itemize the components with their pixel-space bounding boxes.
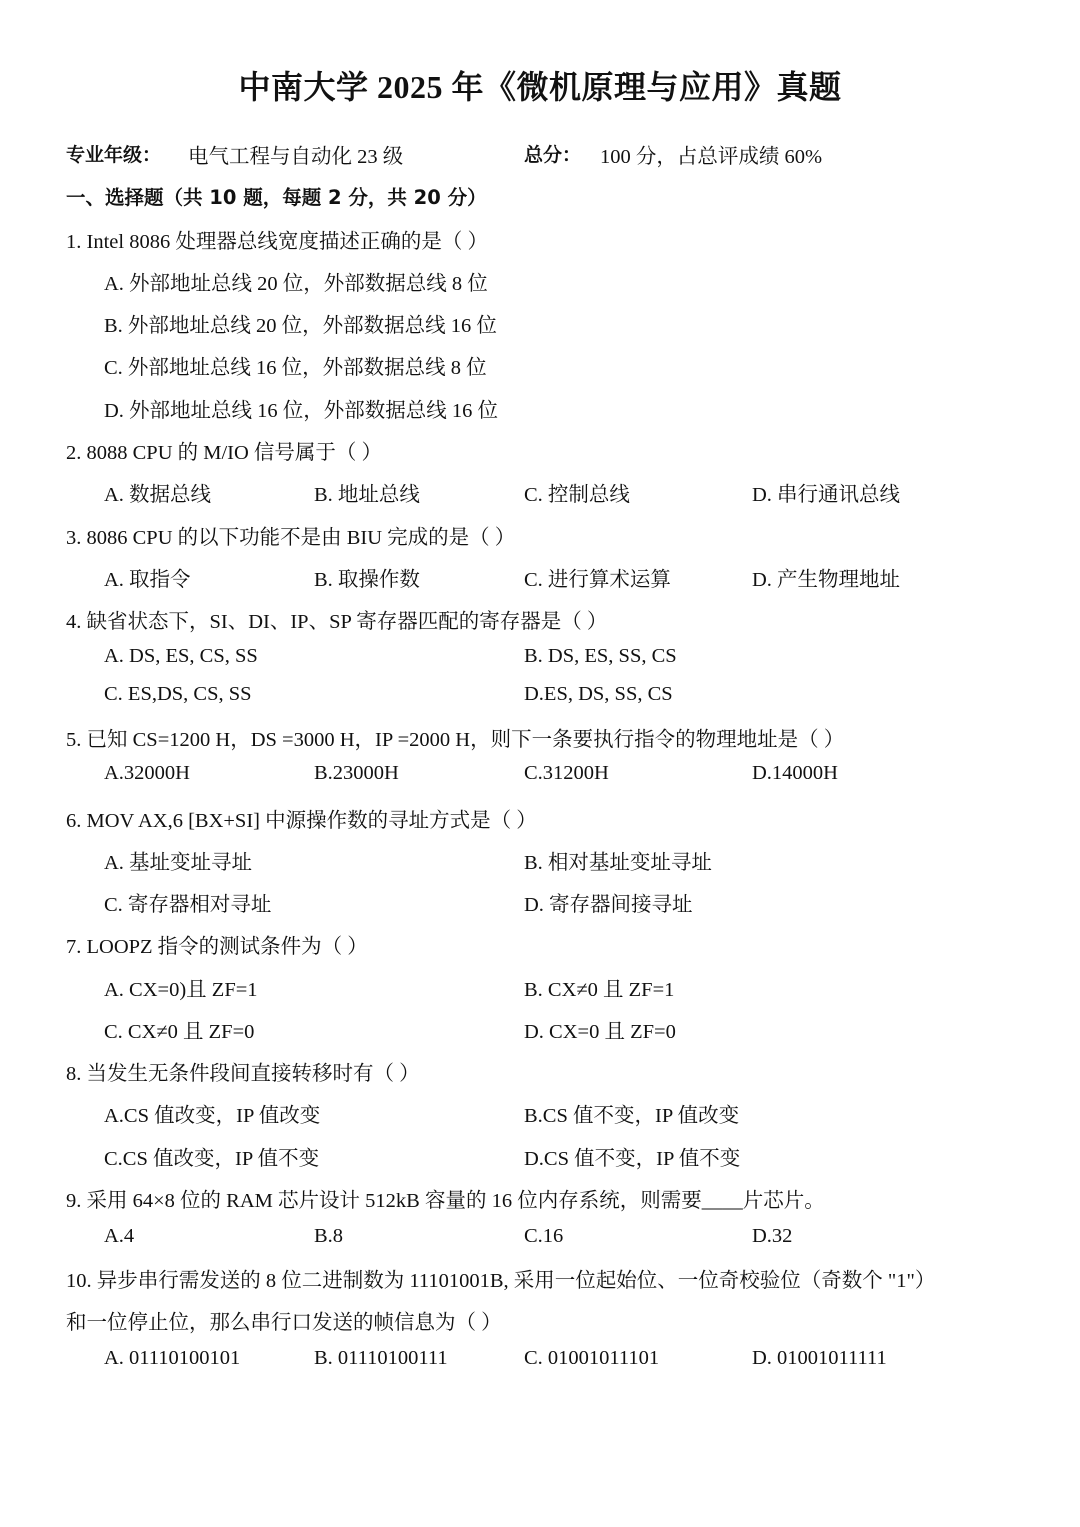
question-option: C. CX≠0 且 ZF=0 <box>104 1021 255 1043</box>
question-option: D.14000H <box>752 762 838 784</box>
question-option: D.ES, DS, SS, CS <box>524 683 673 705</box>
question-option: D. 产生物理地址 <box>752 569 901 591</box>
question-option: A. 基址变址寻址 <box>104 852 253 874</box>
question-option: B. 取操作数 <box>314 569 420 591</box>
question-option: C. 外部地址总线 16 位，外部数据总线 8 位 <box>104 357 487 379</box>
question-stem: 6. MOV AX,6 [BX+SI] 中源操作数的寻址方式是（ ） <box>66 810 537 832</box>
question-option: B. DS, ES, SS, CS <box>524 645 677 667</box>
major-value: 电气工程与自动化 23 级 <box>188 146 404 168</box>
question-option: A. CX=0)且 ZF=1 <box>104 979 258 1001</box>
question-option: A.32000H <box>104 762 190 784</box>
page-title: 中南大学 2025 年《微机原理与应用》真题 <box>238 69 842 105</box>
question-option: D.CS 值不变，IP 值不变 <box>524 1148 741 1170</box>
question-stem: 1. Intel 8086 处理器总线宽度描述正确的是（ ） <box>66 231 488 253</box>
section-heading: 一、选择题（共 10 题，每题 2 分，共 20 分） <box>66 186 487 209</box>
question-stem: 4. 缺省状态下，SI、DI、IP、SP 寄存器匹配的寄存器是（ ） <box>66 611 608 633</box>
question-option: B. 相对基址变址寻址 <box>524 852 712 874</box>
question-option: C.31200H <box>524 762 609 784</box>
question-option: B. 地址总线 <box>314 484 420 506</box>
question-option: C. 控制总线 <box>524 484 630 506</box>
major-label: 专业年级： <box>66 144 162 166</box>
question-option: D.32 <box>752 1225 793 1247</box>
score-label: 总分： <box>524 144 582 166</box>
question-option: D. 01001011111 <box>752 1347 887 1369</box>
question-option: B.CS 值不变，IP 值改变 <box>524 1105 740 1127</box>
score-value: 100 分，占总评成绩 60% <box>600 146 823 168</box>
question-stem-continued: 和一位停止位，那么串行口发送的帧信息为（ ） <box>66 1312 502 1334</box>
question-option: B.23000H <box>314 762 399 784</box>
question-option: B.8 <box>314 1225 344 1247</box>
question-option: A. 数据总线 <box>104 484 212 506</box>
question-stem: 7. LOOPZ 指令的测试条件为（ ） <box>66 936 368 958</box>
question-option: A. 取指令 <box>104 569 191 591</box>
question-stem: 10. 异步串行需发送的 8 位二进制数为 11101001B, 采用一位起始位、一位奇校验位（奇数个 "1"） <box>66 1270 936 1292</box>
question-option: C. ES,DS, CS, SS <box>104 683 252 705</box>
question-stem: 8. 当发生无条件段间直接转移时有（ ） <box>66 1063 420 1085</box>
question-stem: 5. 已知 CS=1200 H，DS =3000 H，IP =2000 H，则下一条要执行指令的物理地址是（ ） <box>66 729 845 751</box>
question-option: C.CS 值改变，IP 值不变 <box>104 1148 320 1170</box>
question-stem: 9. 采用 64×8 位的 RAM 芯片设计 512kB 容量的 16 位内存系统，则需要____片芯片。 <box>66 1190 825 1212</box>
question-option: C.16 <box>524 1225 564 1247</box>
question-option: C. 进行算术运算 <box>524 569 671 591</box>
question-option: A. 外部地址总线 20 位，外部数据总线 8 位 <box>104 273 488 295</box>
question-stem: 2. 8088 CPU 的 M/IO 信号属于（ ） <box>66 442 383 464</box>
question-option: D. 串行通讯总线 <box>752 484 901 506</box>
question-option: A.4 <box>104 1225 135 1247</box>
question-option: A. DS, ES, CS, SS <box>104 645 258 667</box>
question-option: A. 01110100101 <box>104 1347 241 1369</box>
question-stem: 3. 8086 CPU 的以下功能不是由 BIU 完成的是（ ） <box>66 527 516 549</box>
question-option: D. CX=0 且 ZF=0 <box>524 1021 676 1043</box>
question-option: B. 外部地址总线 20 位，外部数据总线 16 位 <box>104 315 497 337</box>
question-option: C. 寄存器相对寻址 <box>104 894 272 916</box>
question-option: D. 寄存器间接寻址 <box>524 894 693 916</box>
question-option: C. 01001011101 <box>524 1347 660 1369</box>
question-option: B. CX≠0 且 ZF=1 <box>524 979 675 1001</box>
question-option: B. 01110100111 <box>314 1347 448 1369</box>
question-option: A.CS 值改变，IP 值改变 <box>104 1105 321 1127</box>
question-option: D. 外部地址总线 16 位，外部数据总线 16 位 <box>104 400 499 422</box>
